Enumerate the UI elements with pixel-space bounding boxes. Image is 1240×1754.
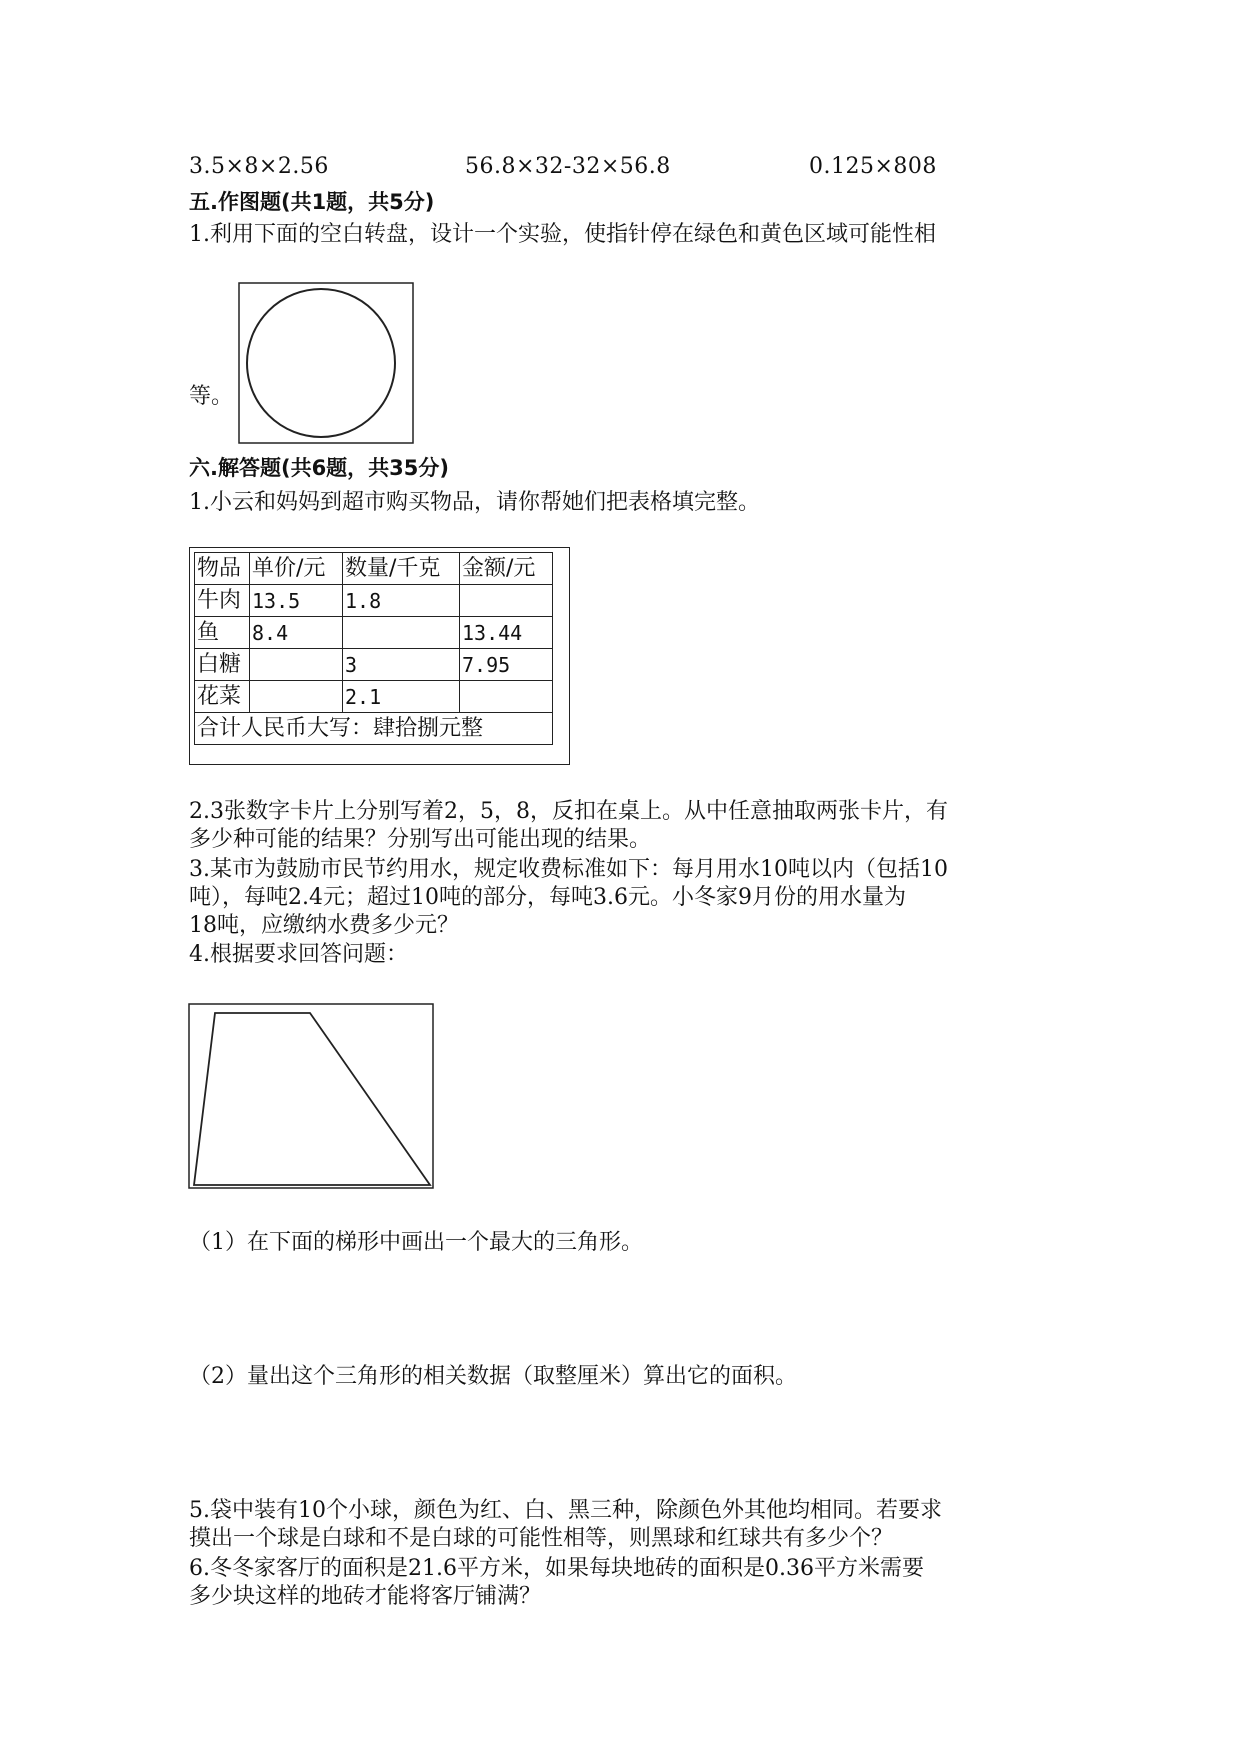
trapezoid-frame xyxy=(189,1004,433,1188)
section5-heading: 五.作图题(共1题，共5分) xyxy=(189,190,435,214)
section6-q5-line1: 5.袋中装有10个小球，颜色为红、白、黑三种，除颜色外其他均相同。若要求 xyxy=(189,1498,942,1523)
expression-1: 3.5×8×2.56 xyxy=(189,154,329,179)
table-cell xyxy=(460,681,553,713)
trapezoid-figure xyxy=(188,1003,434,1189)
table-header-cell: 数量/千克 xyxy=(343,553,460,585)
section6-q2-line2: 多少种可能的结果？分别写出可能出现的结果。 xyxy=(189,827,652,852)
section6-q3-line3: 18吨，应缴纳水费多少元？ xyxy=(189,913,459,938)
spinner-frame xyxy=(239,283,413,443)
expression-2: 56.8×32-32×56.8 xyxy=(465,154,671,179)
section6-q4-sub2: （2）量出这个三角形的相关数据（取整厘米）算出它的面积。 xyxy=(189,1364,797,1389)
table-cell: 7.95 xyxy=(460,649,553,681)
table-row xyxy=(195,585,553,617)
section5-q1-line1: 1.利用下面的空白转盘，设计一个实验，使指针停在绿色和黄色区域可能性相 xyxy=(189,222,936,247)
table-cell: 13.44 xyxy=(460,617,553,649)
section6-q1: 1.小云和妈妈到超市购买物品，请你帮她们把表格填完整。 xyxy=(189,490,760,515)
table-row xyxy=(195,681,553,713)
table-row xyxy=(195,617,553,649)
table-header-cell: 单价/元 xyxy=(250,553,343,585)
table-cell: 3 xyxy=(343,649,460,681)
section6-q2-line1: 2.3张数字卡片上分别写着2，5，8，反扣在桌上。从中任意抽取两张卡片，有 xyxy=(189,799,948,824)
section6-q5-line2: 摸出一个球是白球和不是白球的可能性相等，则黑球和红球共有多少个？ xyxy=(189,1526,894,1551)
section6-heading: 六.解答题(共6题，共35分) xyxy=(189,456,450,480)
table-cell: 2.1 xyxy=(343,681,460,713)
expression-3: 0.125×808 xyxy=(809,154,937,179)
table-cell xyxy=(343,617,460,649)
section6-q4: 4.根据要求回答问题： xyxy=(189,942,408,967)
table-cell xyxy=(250,681,343,713)
blank-spinner-drawing xyxy=(238,282,414,444)
table-cell xyxy=(250,649,343,681)
table-cell: 1.8 xyxy=(343,585,460,617)
table-cell: 花菜 xyxy=(195,681,250,713)
section6-q3-line2: 吨），每吨2.4元；超过10吨的部分，每吨3.6元。小冬家9月份的用水量为 xyxy=(189,885,906,910)
section5-q1-line2: 等。 xyxy=(189,384,234,409)
table-cell xyxy=(460,585,553,617)
table-total-row xyxy=(195,713,553,745)
table-row xyxy=(195,649,553,681)
table-header-row xyxy=(195,553,553,585)
section6-q3-line1: 3.某市为鼓励市民节约用水，规定收费标准如下：每月用水10吨以内（包括10 xyxy=(189,857,948,882)
section6-q4-sub1: （1）在下面的梯形中画出一个最大的三角形。 xyxy=(189,1230,643,1255)
table-cell: 白糖 xyxy=(195,649,250,681)
table-cell: 8.4 xyxy=(250,617,343,649)
table-cell: 13.5 xyxy=(250,585,343,617)
table-cell: 鱼 xyxy=(195,617,250,649)
section6-q6-line1: 6.冬冬家客厅的面积是21.6平方米，如果每块地砖的面积是0.36平方米需要 xyxy=(189,1556,924,1581)
section6-q6-line2: 多少块这样的地砖才能将客厅铺满？ xyxy=(189,1584,542,1609)
shopping-table xyxy=(194,552,553,745)
table-total-cell: 合计人民币大写：肆拾捌元整 xyxy=(195,713,553,745)
table-cell: 牛肉 xyxy=(195,585,250,617)
table-header-cell: 物品 xyxy=(195,553,250,585)
table-header-cell: 金额/元 xyxy=(460,553,553,585)
